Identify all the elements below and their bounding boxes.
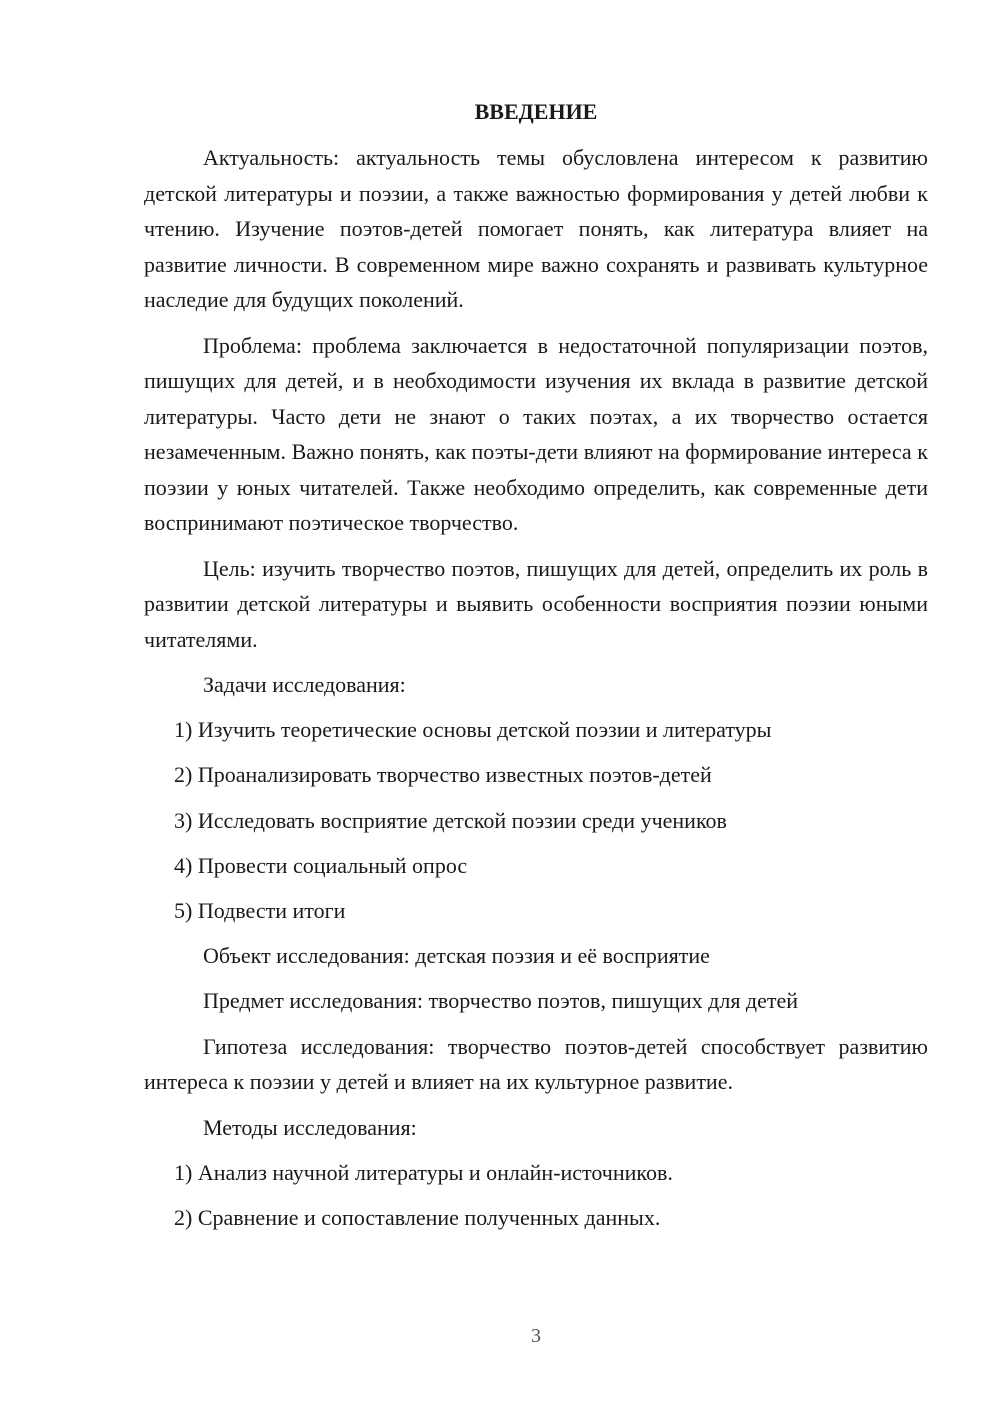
goal-paragraph: Цель: изучить творчество поэтов, пишущих для детей, определить их роль в развитии детской литературы и выявить особенности восприятия поэзии юными читателями. <box>144 555 928 652</box>
page-content <box>144 96 928 1245</box>
method-item: 1) Анализ научной литературы и онлайн-источников. <box>174 1159 673 1185</box>
methods-heading: Методы исследования: <box>203 1114 417 1140</box>
relevance-paragraph: Актуальность: актуальность темы обусловлена интересом к развитию детской литературы и поэзии, а также важностью формирования у детей любви к чтению. Изучение поэтов-детей помогает понять, как литература влияет на развитие личности. В современном мире важно сохранять и развивать культурное наследие для будущих поколений. <box>144 145 928 312</box>
problem-paragraph: Проблема: проблема заключается в недостаточной популяризации поэтов, пишущих для детей, и в необходимости изучения их вклада в развитие детской литературы. Часто дети не знают о таких поэтах, а их творчество остается незамеченным. Важно понять, как поэты-дети влияют на формирование интереса к поэзии у юных читателей. Также необходимо определить, как современные дети воспринимают поэтическое творчество. <box>144 332 928 535</box>
hypothesis-paragraph: Гипотеза исследования: творчество поэтов-детей способствует развитию интереса к поэзии у детей и влияет на их культурное развитие. <box>144 1033 928 1094</box>
task-item: 1) Изучить теоретические основы детской поэзии и литературы <box>174 717 772 743</box>
task-item: 3) Исследовать восприятие детской поэзии среди учеников <box>174 807 727 833</box>
research-subject: Предмет исследования: творчество поэтов, пишущих для детей <box>203 988 799 1014</box>
research-object: Объект исследования: детская поэзия и её восприятие <box>203 943 710 969</box>
task-item: 5) Подвести итоги <box>174 897 346 923</box>
page-title: ВВЕДЕНИЕ <box>474 99 598 124</box>
method-item: 2) Сравнение и сопоставление полученных данных. <box>174 1204 661 1230</box>
tasks-heading: Задачи исследования: <box>203 672 406 697</box>
task-item: 2) Проанализировать творчество известных поэтов-детей <box>174 762 712 788</box>
task-item: 4) Провести социальный опрос <box>174 852 468 878</box>
page-number: 3 <box>531 1325 541 1347</box>
